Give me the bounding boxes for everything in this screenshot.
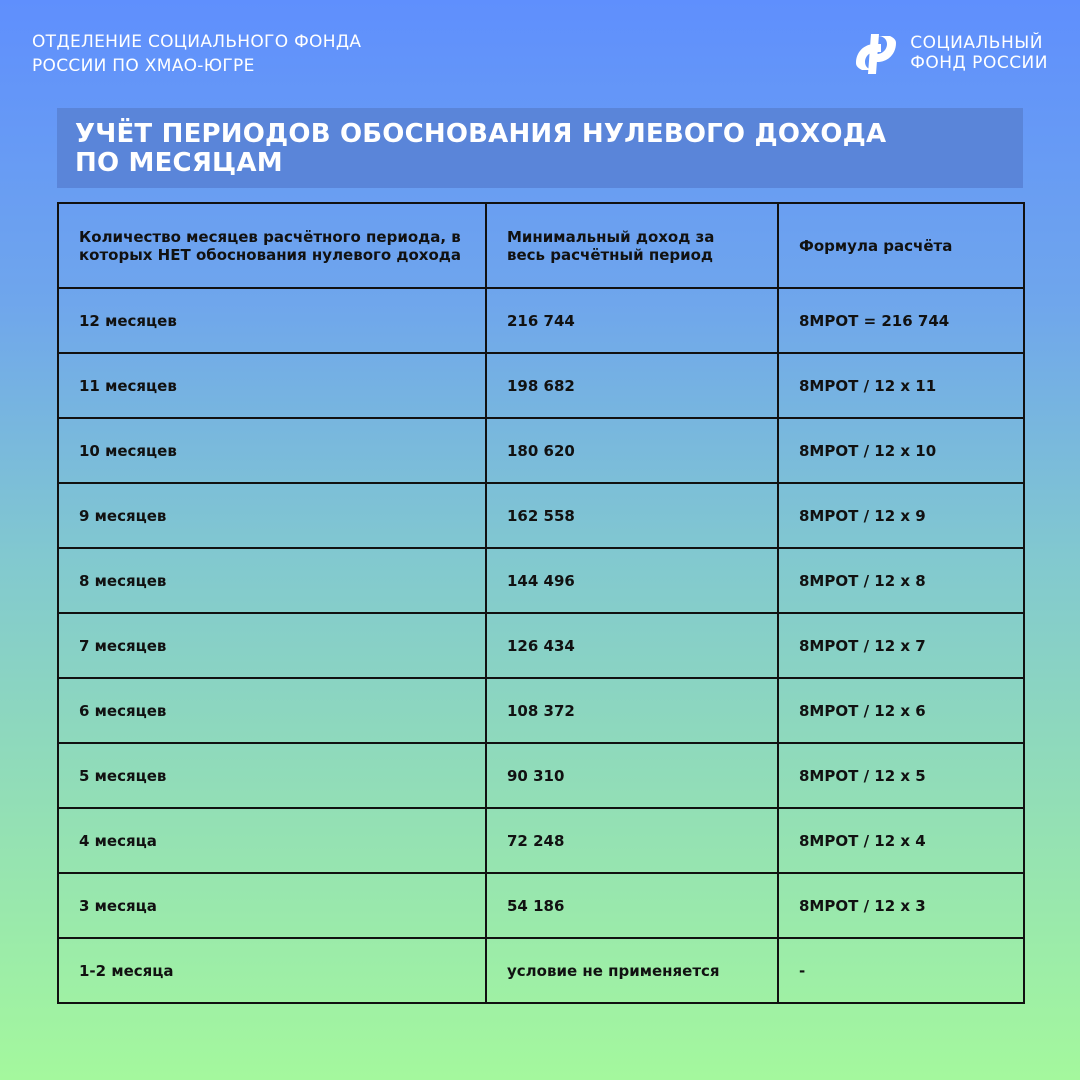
cell-formula: 8МРОТ / 12 х 6 <box>778 678 1024 743</box>
table-row <box>58 873 1024 938</box>
cell-months: 12 месяцев <box>58 288 486 353</box>
cell-months: 10 месяцев <box>58 418 486 483</box>
cell-formula: 8МРОТ = 216 744 <box>778 288 1024 353</box>
organization-name <box>32 30 361 78</box>
cell-months: 1-2 месяца <box>58 938 486 1003</box>
page-title-line2: ПО МЕСЯЦАМ <box>75 148 283 178</box>
table-header-row <box>58 203 1024 288</box>
logo-text-line1: СОЦИАЛЬНЫЙ <box>910 33 1043 53</box>
income-table <box>57 202 1025 1004</box>
cell-min-income: 162 558 <box>486 483 778 548</box>
table-row <box>58 353 1024 418</box>
cell-min-income: условие не применяется <box>486 938 778 1003</box>
cell-formula: 8МРОТ / 12 х 11 <box>778 353 1024 418</box>
cell-formula: 8МРОТ / 12 х 7 <box>778 613 1024 678</box>
table-row <box>58 418 1024 483</box>
social-fund-logo-icon <box>850 30 902 76</box>
social-fund-logo <box>850 30 1048 76</box>
organization-name-line2: РОССИИ ПО ХМАО-ЮГРЕ <box>32 56 255 76</box>
table-row <box>58 483 1024 548</box>
cell-months: 6 месяцев <box>58 678 486 743</box>
page-title-banner <box>57 108 1023 188</box>
table-row <box>58 938 1024 1003</box>
cell-min-income: 126 434 <box>486 613 778 678</box>
header-formula: Формула расчёта <box>778 203 1024 288</box>
cell-min-income: 216 744 <box>486 288 778 353</box>
table-row <box>58 288 1024 353</box>
cell-months: 7 месяцев <box>58 613 486 678</box>
cell-months: 5 месяцев <box>58 743 486 808</box>
cell-min-income: 54 186 <box>486 873 778 938</box>
cell-months: 9 месяцев <box>58 483 486 548</box>
cell-months: 8 месяцев <box>58 548 486 613</box>
cell-min-income: 108 372 <box>486 678 778 743</box>
table-row <box>58 808 1024 873</box>
cell-formula: 8МРОТ / 12 х 8 <box>778 548 1024 613</box>
cell-formula: 8МРОТ / 12 х 5 <box>778 743 1024 808</box>
logo-text-line2: ФОНД РОССИИ <box>910 53 1048 73</box>
cell-min-income: 144 496 <box>486 548 778 613</box>
header-minimum-income: Минимальный доход за весь расчётный период <box>486 203 778 288</box>
page-title <box>75 120 1005 178</box>
cell-formula: 8МРОТ / 12 х 9 <box>778 483 1024 548</box>
header-months-without-justification: Количество месяцев расчётного периода, в которых НЕТ обоснования нулевого дохода <box>58 203 486 288</box>
cell-min-income: 180 620 <box>486 418 778 483</box>
cell-months: 3 месяца <box>58 873 486 938</box>
table-row <box>58 743 1024 808</box>
cell-months: 4 месяца <box>58 808 486 873</box>
cell-min-income: 72 248 <box>486 808 778 873</box>
table-row <box>58 548 1024 613</box>
cell-formula: 8МРОТ / 12 х 4 <box>778 808 1024 873</box>
cell-min-income: 90 310 <box>486 743 778 808</box>
table-row <box>58 678 1024 743</box>
table-row <box>58 613 1024 678</box>
cell-formula: - <box>778 938 1024 1003</box>
cell-formula: 8МРОТ / 12 х 10 <box>778 418 1024 483</box>
cell-min-income: 198 682 <box>486 353 778 418</box>
logo-text <box>910 33 1048 73</box>
organization-name-line1: ОТДЕЛЕНИЕ СОЦИАЛЬНОГО ФОНДА <box>32 32 362 52</box>
cell-formula: 8МРОТ / 12 х 3 <box>778 873 1024 938</box>
cell-months: 11 месяцев <box>58 353 486 418</box>
page-title-line1: УЧЁТ ПЕРИОДОВ ОБОСНОВАНИЯ НУЛЕВОГО ДОХОДА <box>75 119 887 149</box>
